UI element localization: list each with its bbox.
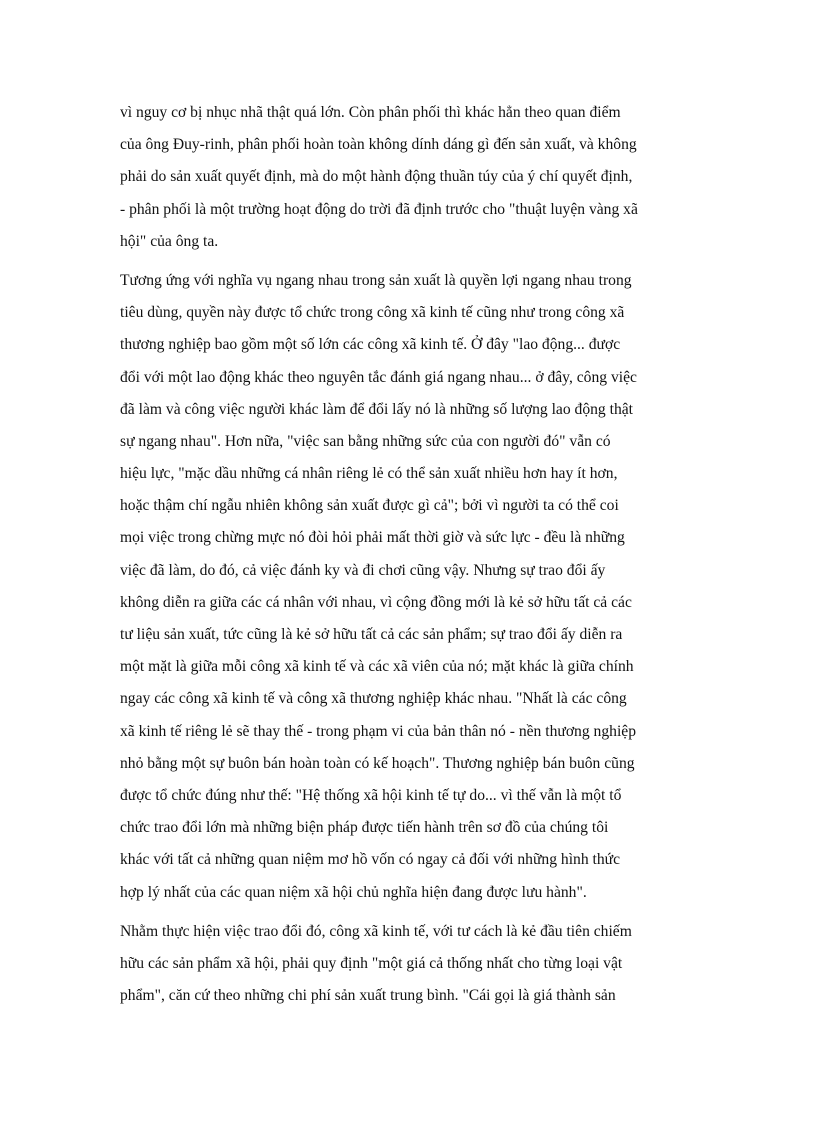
- text-line: chức trao đổi lớn mà những biện pháp được tiến hành trên sơ đồ của chúng tôi: [120, 819, 609, 837]
- text-line: vì nguy cơ bị nhục nhã thật quá lớn. Còn phân phối thì khác hẳn theo quan điểm: [120, 104, 621, 121]
- text-line: hội" của ông ta.: [120, 232, 219, 250]
- text-line: ngay các công xã kinh tế và công xã thương nghiệp khác nhau. "Nhất là các công: [120, 690, 627, 708]
- text-line: của ông Đuy-rinh, phân phối hoàn toàn không dính dáng gì đến sản xuất, và không: [120, 136, 637, 154]
- text-line: một mặt là giữa mỗi công xã kinh tế và các xã viên của nó; mặt khác là giữa chính: [120, 658, 634, 676]
- document-body: [120, 97, 700, 1012]
- text-line: thương nghiệp bao gồm một số lớn các công xã kinh tế. Ở đây "lao động... được: [120, 336, 621, 354]
- text-line: việc đã làm, do đó, cả việc đánh ky và đi chơi cũng vậy. Nhưng sự trao đổi ấy: [120, 561, 606, 579]
- text-line: đã làm và công việc người khác làm để đổi lấy nó là những số lượng lao động thật: [120, 400, 634, 418]
- text-line: mọi việc trong chừng mực nó đòi hỏi phải mất thời giờ và sức lực - đều là những: [120, 529, 625, 547]
- text-line: xã kinh tế riêng lẻ sẽ thay thế - trong phạm vi của bản thân nó - nền thương nghiệp: [120, 722, 636, 740]
- text-line: hợp lý nhất của các quan niệm xã hội chủ nghĩa hiện đang được lưu hành".: [120, 883, 587, 901]
- text-line: hoặc thậm chí ngẫu nhiên không sản xuất được gì cả"; bởi vì người ta có thể coi: [120, 497, 619, 515]
- text-line: hữu các sản phẩm xã hội, phải quy định "một giá cả thống nhất cho từng loại vật: [120, 954, 623, 972]
- text-line: phẩm", căn cứ theo những chi phí sản xuất trung bình. "Cái gọi là giá thành sản: [120, 987, 616, 1005]
- text-line: Tương ứng với nghĩa vụ ngang nhau trong sản xuất là quyền lợi ngang nhau trong: [120, 271, 632, 289]
- text-line: phải do sản xuất quyết định, mà do một hành động thuần túy của ý chí quyết định,: [120, 168, 633, 186]
- text-line: được tổ chức đúng như thế: "Hệ thống xã hội kinh tế tự do... vì thế vẫn là một tổ: [120, 786, 622, 804]
- text-line: khác với tất cả những quan niệm mơ hồ vốn có ngay cả đối với những hình thức: [120, 851, 621, 869]
- paragraph-2: [120, 265, 700, 909]
- text-line: Nhằm thực hiện việc trao đổi đó, công xã kinh tế, với tư cách là kẻ đầu tiên chiếm: [120, 922, 632, 940]
- text-line: nhỏ bằng một sự buôn bán hoàn toàn có kế hoạch". Thương nghiệp bán buôn cũng: [120, 754, 635, 772]
- text-line: không diễn ra giữa các cá nhân với nhau, vì cộng đồng mới là kẻ sở hữu tất cả các: [120, 593, 632, 611]
- paragraph-1: [120, 97, 700, 258]
- text-line: sự ngang nhau". Hơn nữa, "việc san bằng những sức của con người đó" vẫn có: [120, 432, 611, 450]
- text-line: hiệu lực, "mặc dầu những cá nhân riêng lẻ có thể sản xuất nhiều hơn hay ít hơn,: [120, 465, 618, 483]
- text-line: tư liệu sản xuất, tức cũng là kẻ sở hữu tất cả các sản phẩm; sự trao đổi ấy diễn ra: [120, 626, 623, 643]
- text-line: - phân phối là một trường hoạt động do trời đã định trước cho "thuật luyện vàng xã: [120, 200, 638, 218]
- text-line: tiêu dùng, quyền này được tổ chức trong công xã kinh tế cũng như trong công xã: [120, 304, 625, 322]
- text-line: đổi với một lao động khác theo nguyên tắc đánh giá ngang nhau... ở đây, công việc: [120, 368, 637, 386]
- paragraph-3: [120, 916, 700, 1013]
